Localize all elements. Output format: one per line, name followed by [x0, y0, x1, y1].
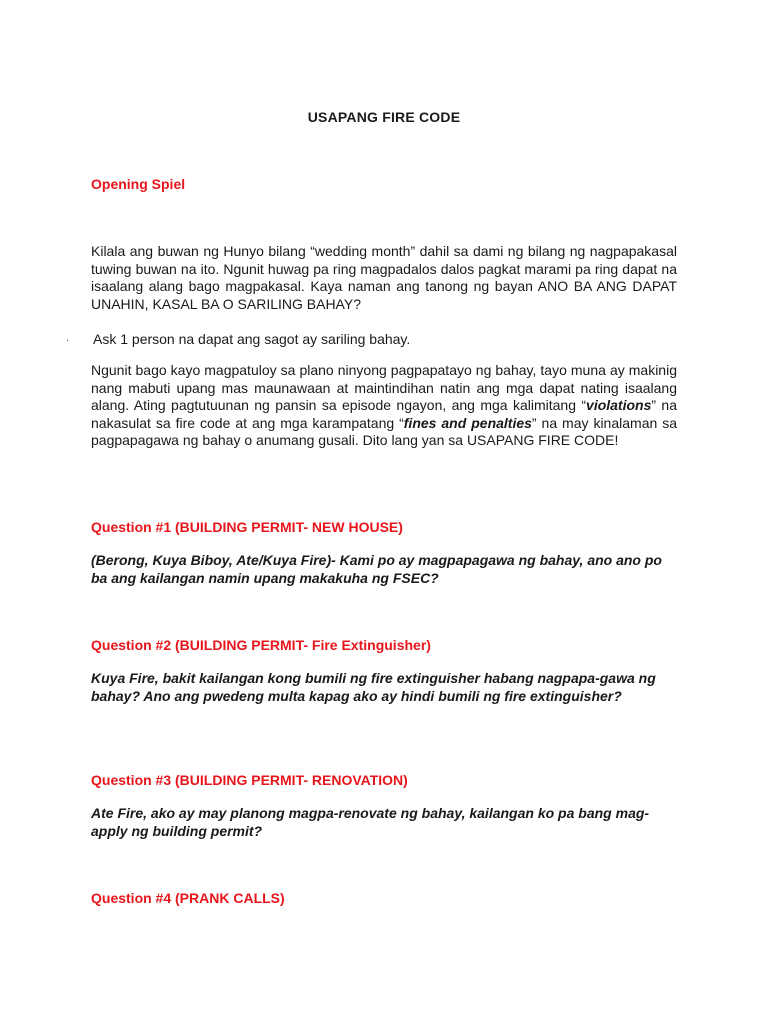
- opening-spiel-heading: Opening Spiel: [91, 176, 186, 192]
- opening-paragraph: Kilala ang buwan ng Hunyo bilang “wedding month” dahil sa dami ng bilang ng nagpapakasal tuwing buwan na ito. Ngunit huwag pa ring magpadalos dalos pagkat marami pa ring dapat na isaalang alang bago magpakasal. Kaya naman ang tanong ng bayan ANO BA ANG DAPAT UNAHIN, KASAL BA O SARILING BAHAY?: [91, 243, 677, 312]
- document-title: USAPANG FIRE CODE: [307, 109, 461, 125]
- intro-text-2: ” na nakasulat sa fire code at ang mga karampatang “: [91, 397, 678, 431]
- bullet-text: Ask 1 person na dapat ang sagot ay sariling bahay.: [93, 331, 411, 347]
- bullet-item: [66, 330, 410, 349]
- question-2-heading: Question #2 (BUILDING PERMIT- Fire Extinguisher): [91, 637, 431, 653]
- violations-emphasis: violations: [586, 397, 652, 414]
- question-2-text: Kuya Fire, bakit kailangan kong bumili ng fire extinguisher habang nagpapa-gawa ng bahay? Ano ang pwedeng multa kapag ako ay hindi bumili ng fire extinguisher?: [91, 670, 656, 704]
- bullet-dot-icon: ·: [66, 335, 69, 346]
- question-4-heading: Question #4 (PRANK CALLS): [91, 890, 285, 906]
- question-1-heading: Question #1 (BUILDING PERMIT- NEW HOUSE): [91, 519, 403, 535]
- question-1-text: (Berong, Kuya Biboy, Ate/Kuya Fire)- Kami po ay magpapagawa ng bahay, ano ano po ba ang kailangan namin upang makakuha ng FSEC?: [91, 552, 662, 586]
- intro-paragraph: [91, 362, 677, 450]
- fines-emphasis: fines and penalties: [403, 414, 532, 431]
- intro-text-1: Ngunit bago kayo magpatuloy sa plano ninyong pagpapatayo ng bahay, tayo muna ay makinig nang mabuti upang mas maunawaan at maintindihan natin ang mga dapat nating isaalang alang. Ating pagtutuunan ng pansin sa episode ngayon, ang mga kalimitang “: [91, 362, 677, 414]
- intro-text-3: ” na may kinalaman sa pagpapagawa ng bahay o anumang gusali. Dito lang yan sa USAPANG FIRE CODE!: [91, 414, 677, 449]
- question-3-text: Ate Fire, ako ay may planong magpa-renovate ng bahay, kailangan ko pa bang mag-apply ng building permit?: [91, 805, 650, 839]
- question-3-heading: Question #3 (BUILDING PERMIT- RENOVATION): [91, 772, 408, 788]
